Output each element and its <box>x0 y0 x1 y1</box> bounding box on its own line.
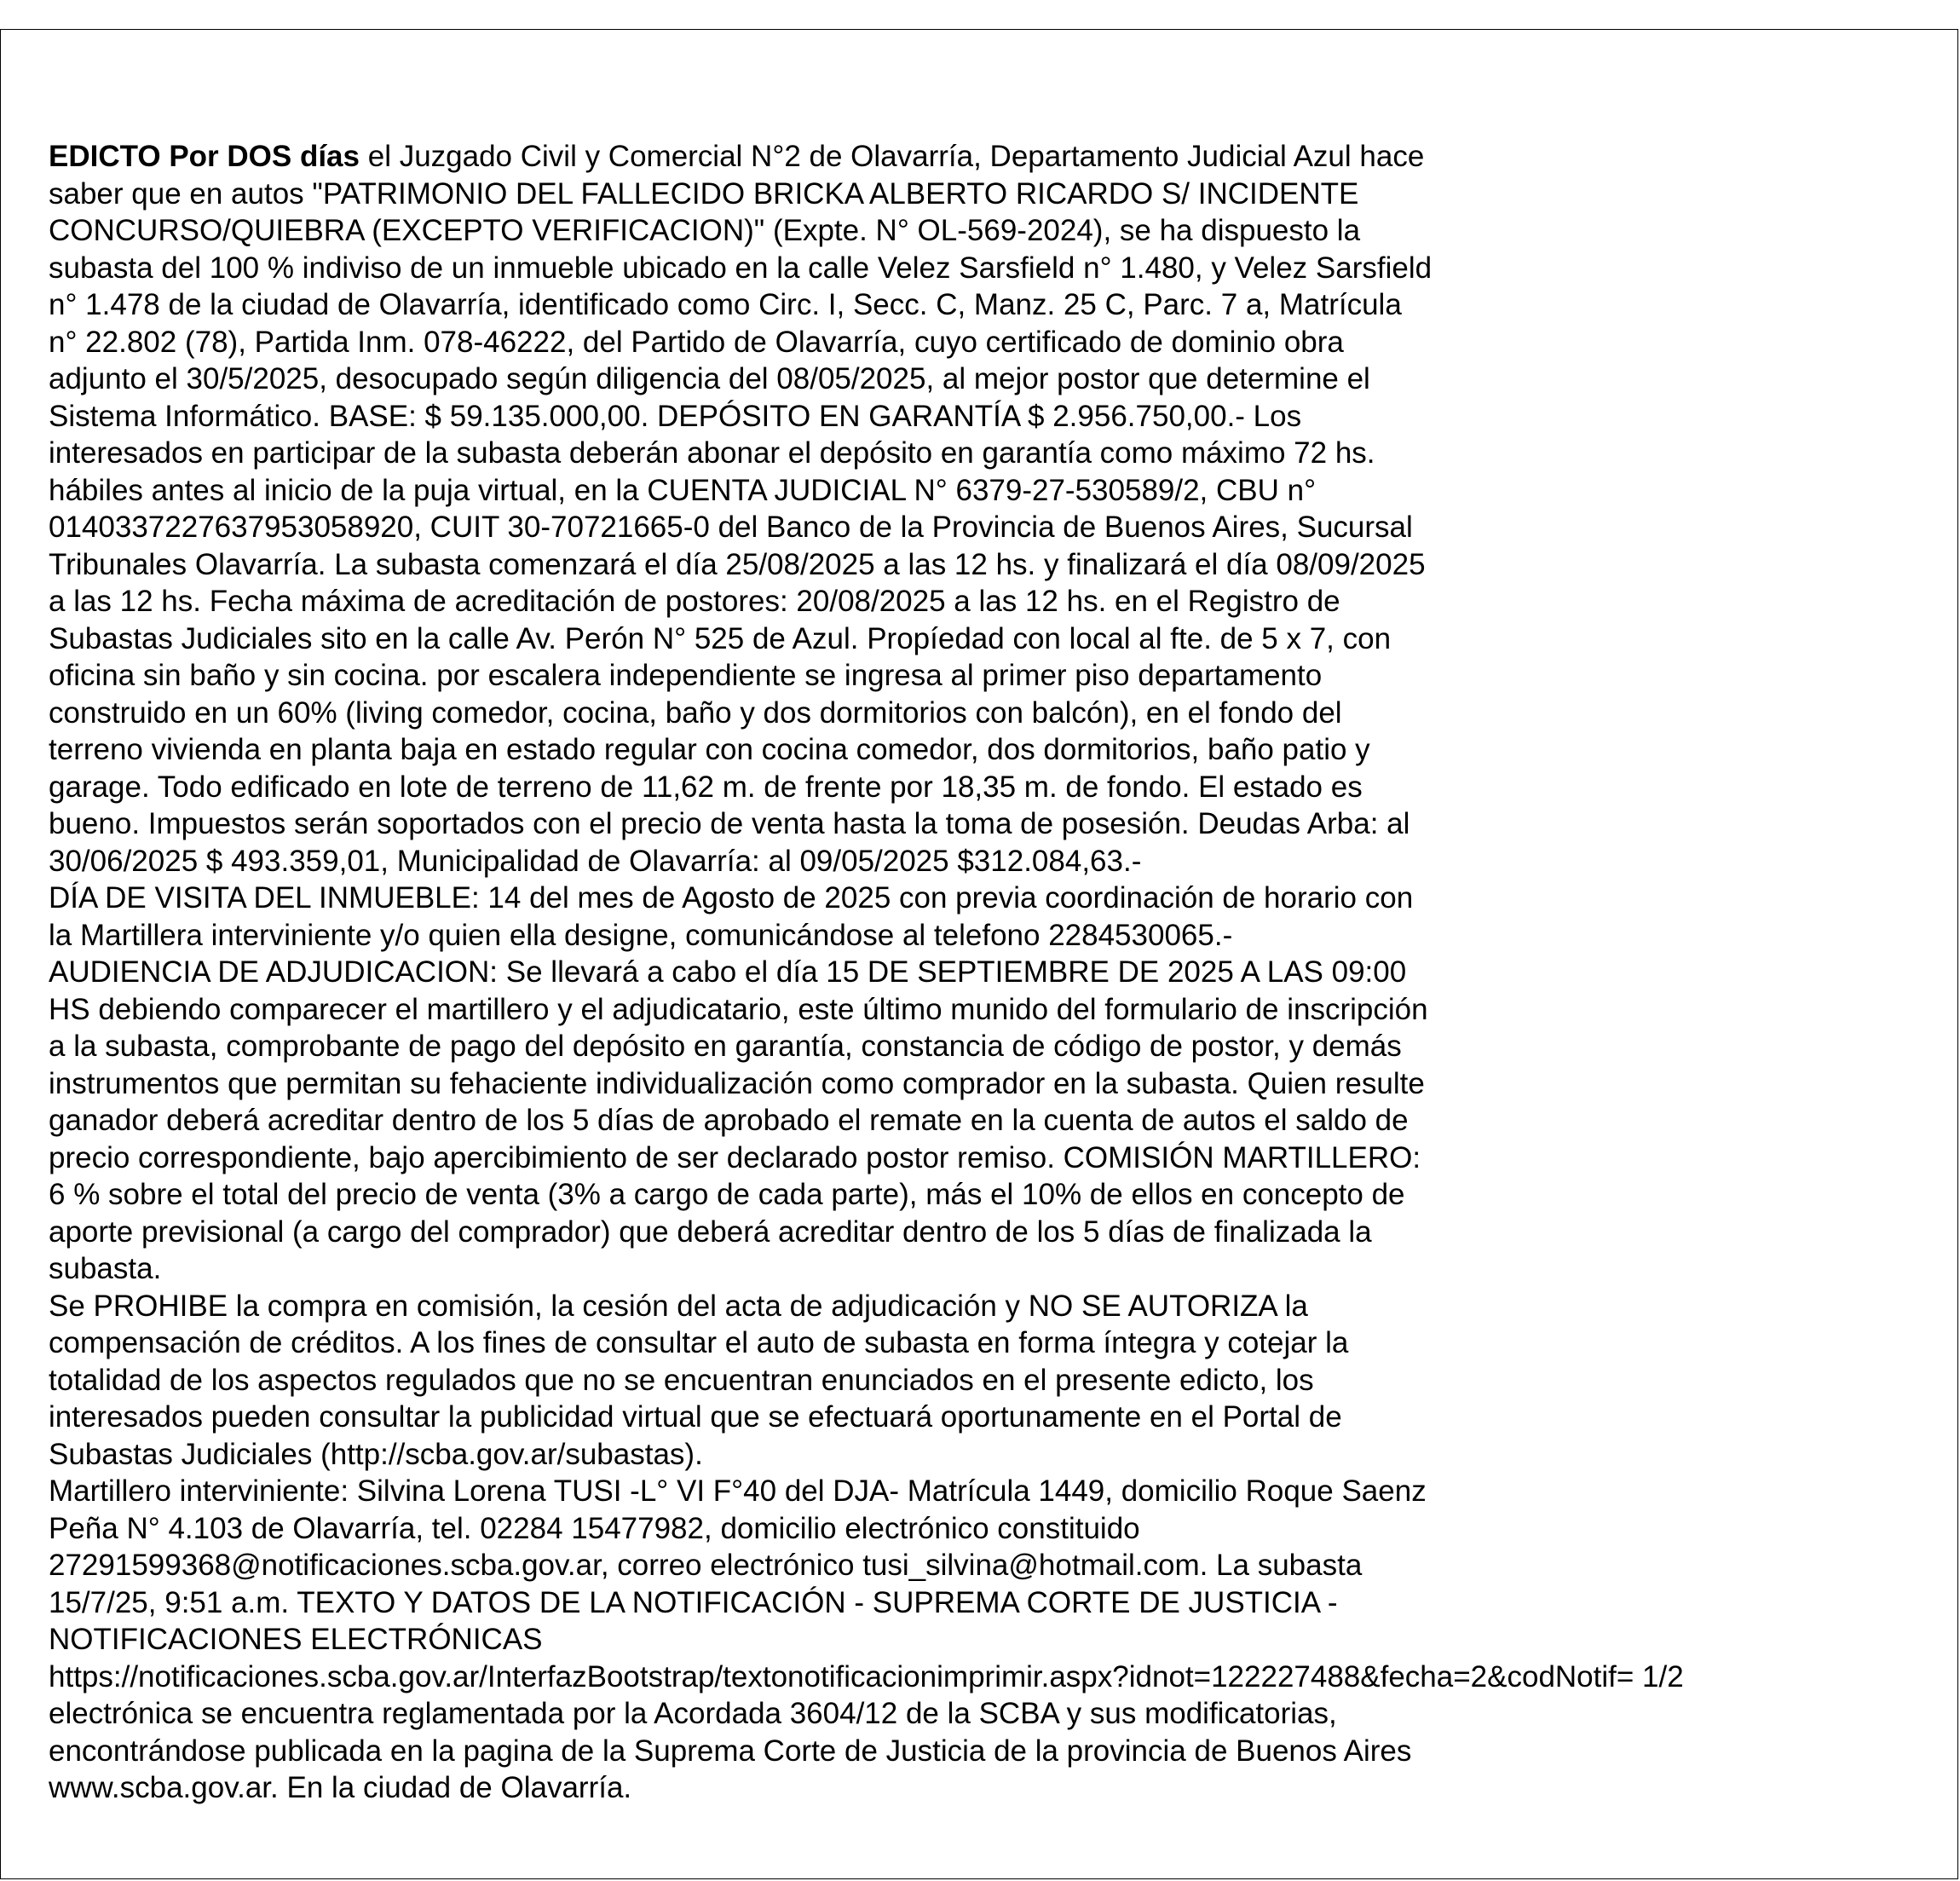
text-line: Subastas Judiciales (http://scba.gov.ar/subastas). <box>49 1437 703 1471</box>
edict-document <box>49 138 1940 1807</box>
text-line: encontrándose publicada en la pagina de la Suprema Corte de Justicia de la provincia de Buenos Aires <box>49 1734 1412 1768</box>
text-line: precio correspondiente, bajo apercibimiento de ser declarado postor remiso. COMISIÓN MARTILLERO: <box>49 1140 1421 1174</box>
text-line: Martillero interviniente: Silvina Lorena TUSI -L° VI F°40 del DJA- Matrícula 1449, domicilio Roque Saenz <box>49 1474 1427 1508</box>
text-line: AUDIENCIA DE ADJUDICACION: Se llevará a cabo el día 15 DE SEPTIEMBRE DE 2025 A LAS 09:00 <box>49 955 1407 989</box>
text-line: hábiles antes al inicio de la puja virtual, en la CUENTA JUDICIAL N° 6379-27-530589/2, CBU n° <box>49 473 1317 507</box>
text-line: terreno vivienda en planta baja en estado regular con cocina comedor, dos dormitorios, baño patio y <box>49 733 1370 766</box>
text-line: Sistema Informático. BASE: $ 59.135.000,00. DEPÓSITO EN GARANTÍA $ 2.956.750,00.- Los <box>49 399 1302 433</box>
text-line-1 <box>49 138 1940 176</box>
text-line: aporte previsional (a cargo del comprador) que deberá acreditar dentro de los 5 días de finalizada la <box>49 1215 1372 1249</box>
text-line: oficina sin baño y sin cocina. por escalera independiente se ingresa al primer piso departamento <box>49 659 1323 692</box>
text-line: subasta. <box>49 1252 162 1285</box>
text-line: Subastas Judiciales sito en la calle Av. Perón N° 525 de Azul. Propíedad con local al fte. de 5 x 7, con <box>49 621 1392 655</box>
page-frame <box>0 29 1958 1879</box>
text-line: NOTIFICACIONES ELECTRÓNICAS <box>49 1623 543 1656</box>
text-line: Se PROHIBE la compra en comisión, la cesión del acta de adjudicación y NO SE AUTORIZA la <box>49 1289 1308 1323</box>
text-line: 30/06/2025 $ 493.359,01, Municipalidad de Olavarría: al 09/05/2025 $312.084,63.- <box>49 844 1142 878</box>
text-line: Tribunales Olavarría. La subasta comenzará el día 25/08/2025 a las 12 hs. y finalizará el día 08/09/2025 <box>49 547 1426 581</box>
text-line: saber que en autos "PATRIMONIO DEL FALLECIDO BRICKA ALBERTO RICARDO S/ INCIDENTE <box>49 176 1359 211</box>
edict-lead: EDICTO Por DOS días <box>49 140 360 173</box>
text-line: 0140337227637953058920, CUIT 30-70721665-0 del Banco de la Provincia de Buenos Aires, Sucursal <box>49 511 1413 544</box>
text-line: 6 % sobre el total del precio de venta (3% a cargo de cada parte), más el 10% de ellos en concepto de <box>49 1178 1405 1211</box>
text-line: subasta del 100 % indiviso de un inmueble ubicado en la calle Velez Sarsfield n° 1.480, y Velez Sarsfield <box>49 251 1433 285</box>
text-line: ganador deberá acreditar dentro de los 5 días de aprobado el remate en la cuenta de autos el saldo de <box>49 1104 1409 1137</box>
text-line: n° 1.478 de la ciudad de Olavarría, identificado como Circ. I, Secc. C, Manz. 25 C, Parc. 7 a, Matrícula <box>49 288 1402 321</box>
text-line: compensación de créditos. A los fines de consultar el auto de subasta en forma íntegra y cotejar la <box>49 1326 1349 1359</box>
text-line: https://notificaciones.scba.gov.ar/InterfazBootstrap/textonotificacionimprimir.aspx?idnot=122227488&fecha=2&codNotif= 1/2 <box>49 1659 1684 1693</box>
text-line: Peña N° 4.103 de Olavarría, tel. 02284 15477982, domicilio electrónico constituido <box>49 1511 1140 1545</box>
text-line: electrónica se encuentra reglamentada por la Acordada 3604/12 de la SCBA y sus modificatorias, <box>49 1697 1337 1730</box>
text-line: 27291599368@notificaciones.scba.gov.ar, correo electrónico tusi_silvina@hotmail.com. La subasta <box>49 1549 1363 1582</box>
text-line: construido en un 60% (living comedor, cocina, baño y dos dormitorios con balcón), en el fondo del <box>49 695 1342 730</box>
text-line: interesados pueden consultar la publicidad virtual que se efectuará oportunamente en el Portal de <box>49 1400 1342 1434</box>
text-line: www.scba.gov.ar. En la ciudad de Olavarría. <box>49 1771 632 1804</box>
text-line: a las 12 hs. Fecha máxima de acreditación de postores: 20/08/2025 a las 12 hs. en el Registro de <box>49 585 1340 618</box>
text-line: HS debiendo comparecer el martillero y el adjudicatario, este último munido del formulario de inscripción <box>49 992 1428 1026</box>
text-line: bueno. Impuestos serán soportados con el precio de venta hasta la toma de posesión. Deudas Arba: al <box>49 807 1410 840</box>
text-line: interesados en participar de la subasta deberán abonar el depósito en garantía como máximo 72 hs. <box>49 436 1375 470</box>
text-line: DÍA DE VISITA DEL INMUEBLE: 14 del mes de Agosto de 2025 con previa coordinación de horario con <box>49 881 1414 915</box>
text-line: adjunto el 30/5/2025, desocupado según diligencia del 08/05/2025, al mejor postor que determine el <box>49 362 1370 395</box>
text-line: 15/7/25, 9:51 a.m. TEXTO Y DATOS DE LA NOTIFICACIÓN - SUPREMA CORTE DE JUSTICIA - <box>49 1585 1338 1619</box>
text-line: la Martillera interviniente y/o quien ella designe, comunicándose al telefono 2284530065.- <box>49 918 1233 952</box>
text-line: a la subasta, comprobante de pago del depósito en garantía, constancia de código de postor, y demás <box>49 1030 1402 1063</box>
text-line: instrumentos que permitan su fehaciente individualización como comprador en la subasta. Quien resulte <box>49 1066 1425 1100</box>
text-line: garage. Todo edificado en lote de terreno de 11,62 m. de frente por 18,35 m. de fondo. El estado es <box>49 770 1363 804</box>
text-line: CONCURSO/QUIEBRA (EXCEPTO VERIFICACION)" (Expte. N° OL-569-2024), se ha dispuesto la <box>49 214 1361 247</box>
text-line: n° 22.802 (78), Partida Inm. 078-46222, del Partido de Olavarría, cuyo certificado de dominio obra <box>49 325 1344 359</box>
text-line: totalidad de los aspectos regulados que no se encuentran enunciados en el presente edicto, los <box>49 1363 1314 1397</box>
text-line: el Juzgado Civil y Comercial N°2 de Olavarría, Departamento Judicial Azul hace <box>360 140 1425 173</box>
